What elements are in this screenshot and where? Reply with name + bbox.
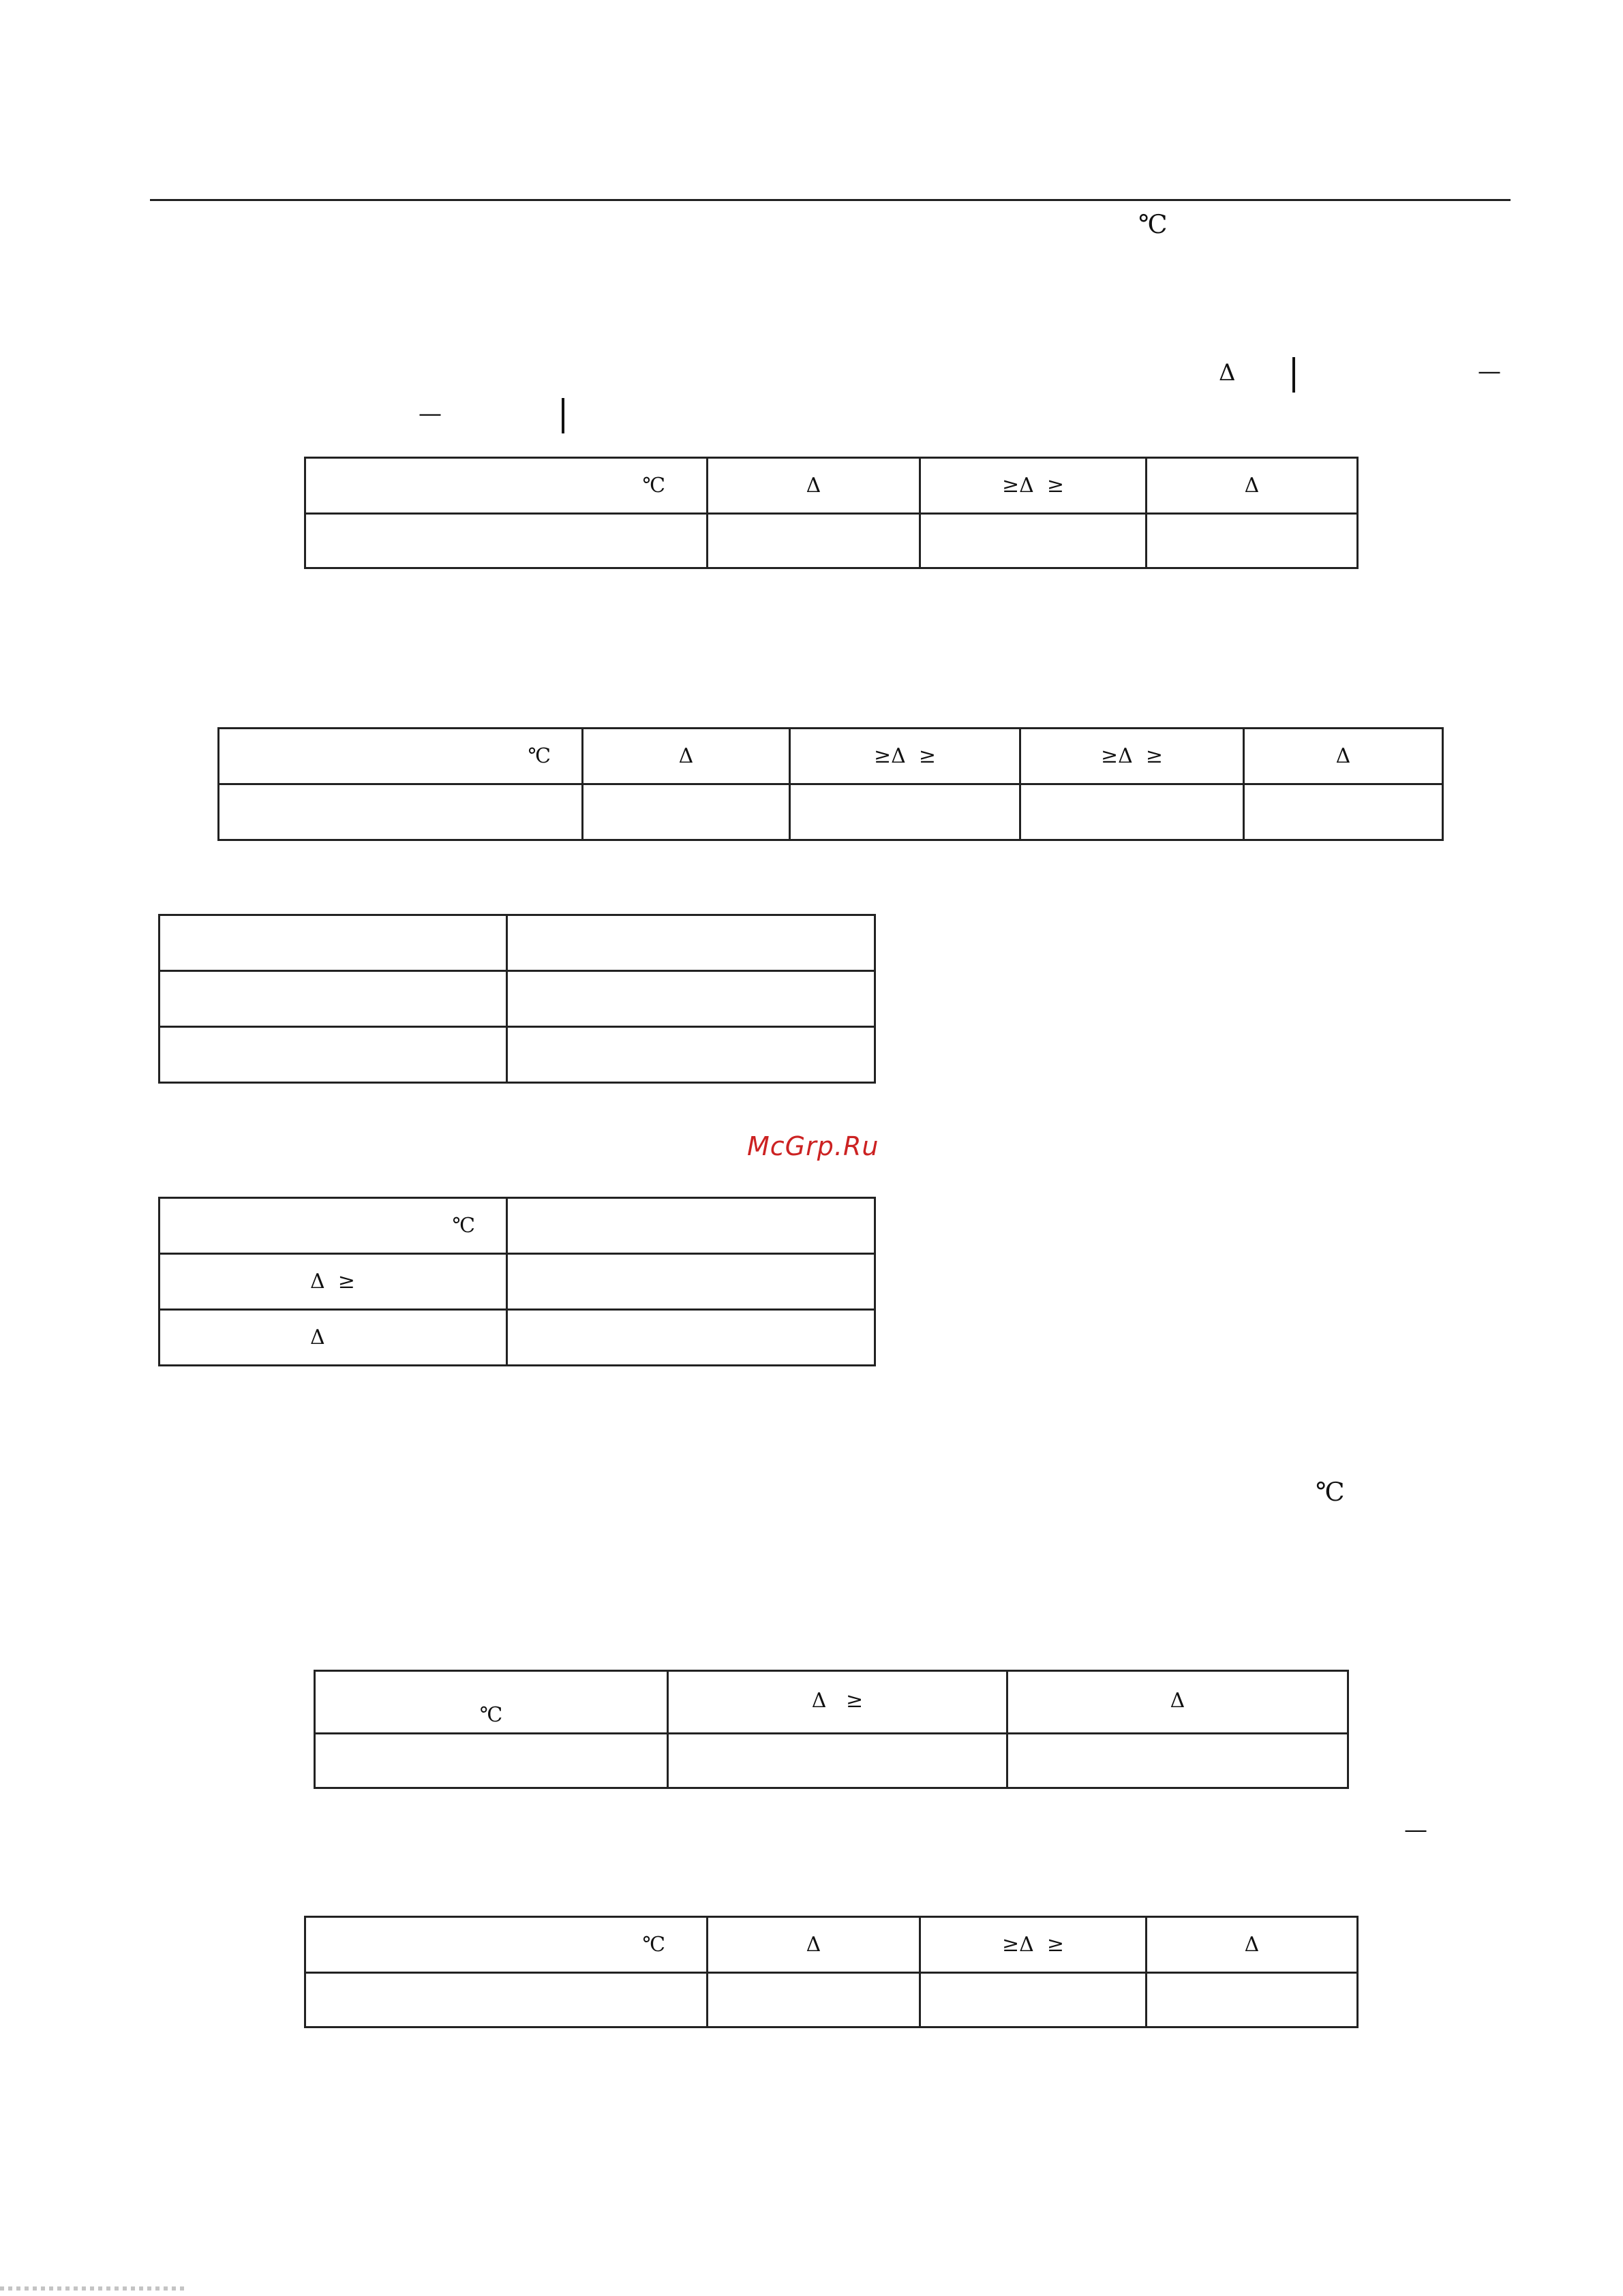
table-2 xyxy=(217,727,1444,841)
table-5 xyxy=(314,1670,1349,1789)
table3-cell xyxy=(160,971,507,1027)
table-3 xyxy=(158,914,876,1084)
table3-cell xyxy=(507,971,875,1027)
paragraph1-vertical-bar xyxy=(1292,357,1295,393)
table-4 xyxy=(158,1197,876,1366)
table5-header-cell: Δ ≥ xyxy=(668,1671,1007,1734)
paragraph1-dash-right: — xyxy=(1478,358,1501,385)
table4-cell: Δ xyxy=(160,1310,507,1366)
table-1 xyxy=(304,457,1359,569)
table6-header-cell: ℃ xyxy=(305,1917,708,1973)
table6-cell xyxy=(708,1973,920,2027)
table2-header-cell: Δ xyxy=(1244,729,1443,784)
footer-scan-marks xyxy=(0,2286,184,2291)
table5-cell xyxy=(668,1734,1007,1788)
table3-cell xyxy=(160,915,507,971)
table6-cell xyxy=(920,1973,1147,2027)
table2-header-cell: ≥Δ ≥ xyxy=(1020,729,1244,784)
table3-cell xyxy=(507,1027,875,1083)
table6-header-cell: Δ xyxy=(1147,1917,1358,1973)
paragraph1-vertical-bar-2 xyxy=(562,398,564,433)
table5-header-cell: Δ xyxy=(1007,1671,1348,1734)
table3-cell xyxy=(160,1027,507,1083)
table4-cell: ℃ xyxy=(160,1198,507,1254)
table3-cell xyxy=(507,915,875,971)
table5-cell xyxy=(315,1734,668,1788)
table5-cell xyxy=(1007,1734,1348,1788)
paragraph3-dash: — xyxy=(1404,1816,1427,1843)
watermark: McGrp.Ru xyxy=(747,1131,879,1161)
table6-cell xyxy=(305,1973,708,2027)
table1-header-cell: Δ xyxy=(708,458,920,514)
table2-cell xyxy=(583,784,790,840)
table1-cell xyxy=(920,514,1147,568)
table1-header-cell: ≥Δ ≥ xyxy=(920,458,1147,514)
table6-header-cell: Δ xyxy=(708,1917,920,1973)
table6-cell xyxy=(1147,1973,1358,2027)
header-rule xyxy=(150,199,1511,201)
table1-cell xyxy=(708,514,920,568)
header-celsius: ℃ xyxy=(1138,209,1168,239)
paragraph1-delta: Δ xyxy=(1219,359,1236,386)
table2-cell xyxy=(1020,784,1244,840)
table4-cell xyxy=(507,1310,875,1366)
table1-cell xyxy=(305,514,708,568)
table2-header-cell: ℃ xyxy=(219,729,583,784)
table1-header-cell: ℃ xyxy=(305,458,708,514)
table4-cell: Δ ≥ xyxy=(160,1254,507,1310)
table5-header-cell: ℃ xyxy=(315,1671,668,1734)
table2-cell xyxy=(219,784,583,840)
table4-cell xyxy=(507,1198,875,1254)
paragraph1-dash-left: — xyxy=(419,400,442,427)
table4-cell xyxy=(507,1254,875,1310)
table2-header-cell: Δ xyxy=(583,729,790,784)
table6-header-cell: ≥Δ ≥ xyxy=(920,1917,1147,1973)
table2-cell xyxy=(1244,784,1443,840)
table2-cell xyxy=(790,784,1020,840)
table-6 xyxy=(304,1916,1359,2028)
table2-header-cell: ≥Δ ≥ xyxy=(790,729,1020,784)
table1-cell xyxy=(1147,514,1358,568)
paragraph2-celsius: ℃ xyxy=(1316,1477,1345,1507)
table1-header-cell: Δ xyxy=(1147,458,1358,514)
